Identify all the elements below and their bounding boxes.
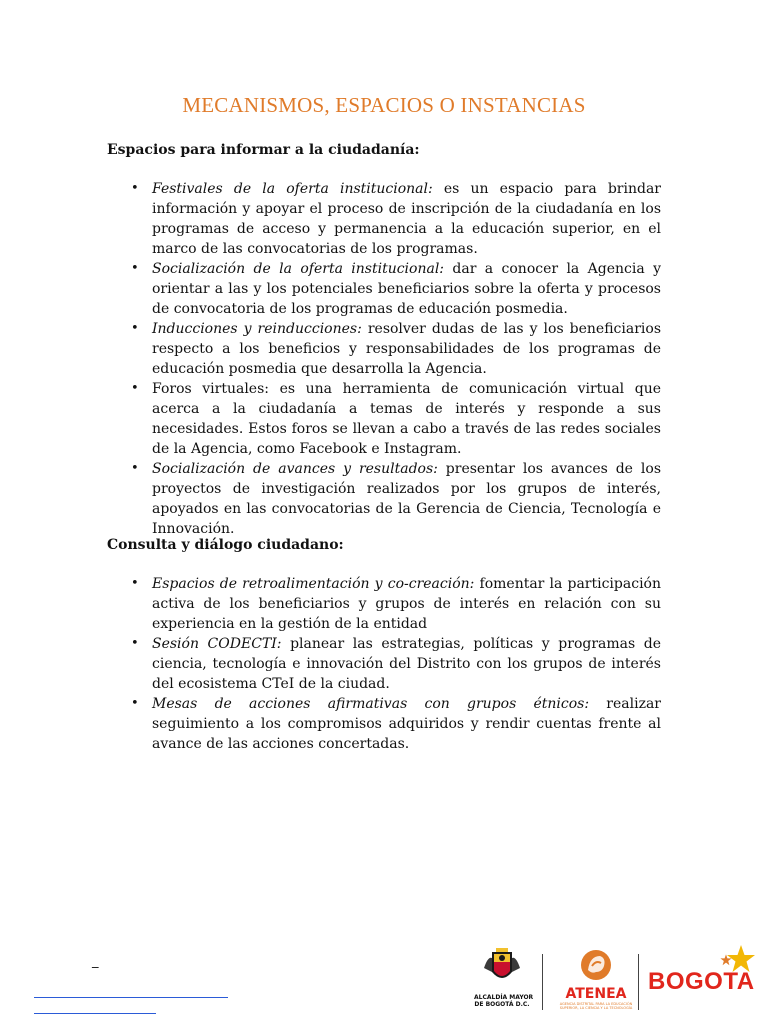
list-item bbox=[107, 694, 661, 754]
bullet-icon: • bbox=[131, 461, 139, 476]
item-term: Mesas de acciones afirmativas con grupos étnicos: bbox=[152, 696, 590, 712]
section-heading-consulta: Consulta y diálogo ciudadano: bbox=[107, 537, 344, 553]
atenea-name: ATENEA bbox=[565, 986, 627, 1002]
bogota-logo bbox=[648, 948, 758, 1018]
atenea-emblem-icon bbox=[556, 948, 636, 982]
alcaldia-logo bbox=[474, 948, 534, 1018]
item-term: Socialización de la oferta institucional: bbox=[152, 261, 445, 277]
bullet-icon: • bbox=[131, 261, 139, 276]
atenea-logo bbox=[556, 948, 636, 1018]
section-heading-informar: Espacios para informar a la ciudadanía: bbox=[107, 142, 420, 158]
atenea-subtitle: AGENCIA DISTRITAL PARA LA EDUCACIÓN SUPERIOR, LA CIENCIA Y LA TECNOLOGÍA bbox=[559, 1002, 633, 1010]
item-text: planear las estrategias, políticas y programas de ciencia, tecnología e innovación del Distrito con los grupos de interés del ecosistema CTeI de la ciudad. bbox=[152, 636, 661, 692]
bullet-icon: • bbox=[131, 636, 139, 651]
small-star-icon bbox=[720, 954, 732, 966]
item-term: Espacios de retroalimentación y co-creación: bbox=[152, 576, 475, 592]
item-text: Foros virtuales: es una herramienta de comunicación virtual que acerca a la ciudadanía a temas de interés y responde a sus necesidades. Estos foros se llevan a cabo a través de las redes sociales de la Agencia, como Facebook e Instagram. bbox=[152, 381, 661, 457]
item-term: Socialización de avances y resultados: bbox=[152, 461, 438, 477]
item-text: presentar los avances de los proyectos de investigación realizados por los grupos de interés, apoyados en las convocatorias de la Gerencia de Ciencia, Tecnología e Innovación. bbox=[152, 461, 661, 537]
bullet-icon: • bbox=[131, 321, 139, 336]
list-item bbox=[107, 259, 661, 319]
item-term: Festivales de la oferta institucional: bbox=[152, 181, 433, 197]
bogota-wordmark: BOGOTA bbox=[648, 968, 755, 995]
list-item bbox=[107, 319, 661, 379]
bullet-list-informar bbox=[107, 179, 661, 539]
list-item bbox=[107, 459, 661, 539]
list-item bbox=[107, 634, 661, 694]
alcaldia-text-1: ALCALDÍA MAYOR bbox=[474, 994, 534, 1001]
item-text: dar a conocer la Agencia y orientar a las y los potenciales beneficiarios sobre la oferta y procesos de convocatoria de los programas de educación posmedia. bbox=[152, 261, 661, 317]
item-text: es un espacio para brindar información y apoyar el proceso de inscripción de la ciudadanía en los programas de acceso y permanencia a la educación superior, en el marco de las convocatorias de los programas. bbox=[152, 181, 661, 257]
footnote-mark: _ bbox=[92, 954, 99, 969]
bullet-icon: • bbox=[131, 181, 139, 196]
item-term: Inducciones y reinducciones: bbox=[152, 321, 362, 337]
item-text: resolver dudas de las y los beneficiarios respecto a los beneficios y responsabilidades de los programas de educación posmedia que desarrolla la Agencia. bbox=[152, 321, 662, 377]
alcaldia-text-2: DE BOGOTÁ D.C. bbox=[474, 1001, 530, 1008]
coat-of-arms-icon bbox=[474, 948, 530, 990]
item-text: fomentar la participación activa de los beneficiarios y grupos de interés en relación con su experiencia en la gestión de la entidad bbox=[152, 576, 661, 632]
list-item bbox=[107, 379, 661, 459]
logo-divider bbox=[542, 954, 543, 1010]
item-text: realizar seguimiento a los compromisos adquiridos y rendir cuentas frente al avance de las acciones concertadas. bbox=[152, 696, 661, 752]
footnote-link-line[interactable] bbox=[34, 1013, 156, 1014]
logo-divider bbox=[638, 954, 639, 1010]
list-item bbox=[107, 574, 661, 634]
bullet-icon: • bbox=[131, 576, 139, 591]
item-term: Sesión CODECTI: bbox=[152, 636, 282, 652]
bullet-icon: • bbox=[131, 696, 139, 711]
bullet-list-consulta bbox=[107, 574, 661, 754]
footnote-link-line[interactable] bbox=[34, 997, 228, 998]
list-item bbox=[107, 179, 661, 259]
bullet-icon: • bbox=[131, 381, 139, 396]
page-title: MECANISMOS, ESPACIOS O INSTANCIAS bbox=[182, 93, 586, 117]
